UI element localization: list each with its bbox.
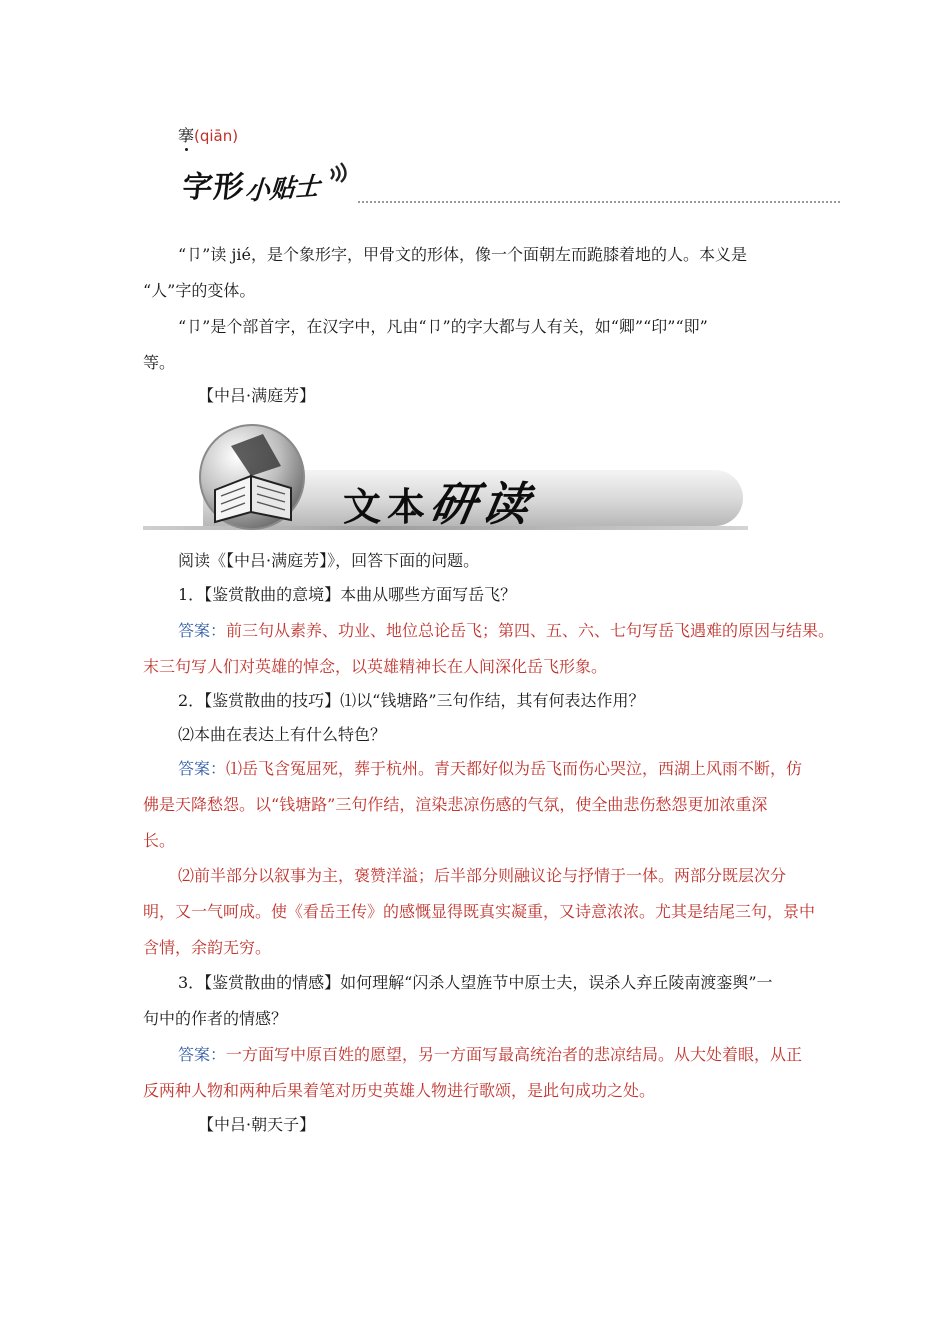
tips-paragraph-2-line-1: “卩”是个部首字，在汉字中，凡由“卩”的字大都与人有关，如“卿”“印”“即” xyxy=(178,317,708,336)
pronunciation-line xyxy=(178,125,238,147)
section-title-zhao-tian-zi: 【中吕·朝天子】 xyxy=(198,1115,316,1134)
question-2-line-1: 2．【鉴赏散曲的技巧】⑴以“钱塘路”三句作结，其有何表达作用？ xyxy=(178,691,645,710)
tips-header-big: 字形 xyxy=(180,170,247,205)
answer-2-line-2: 佛是天降愁怨。以“钱塘路”三句作结，渲染悲凉伤感的气氛，使全曲悲伤愁怨更加浓重深 xyxy=(143,795,768,814)
answer-2b-line-1: ⑵前半部分以叙事为主，褒赞洋溢；后半部分则融议论与抒情于一体。两部分既层次分 xyxy=(178,866,787,885)
answer-2b-line-2: 明，又一气呵成。使《看岳王传》的感慨显得既真实凝重，又诗意浓浓。尤其是结尾三句，景中 xyxy=(143,902,816,921)
sound-waves-icon xyxy=(328,161,350,183)
banner-title-emph: 研读 xyxy=(425,477,540,531)
open-book-icon xyxy=(201,426,303,528)
answer-3-line-2: 反两种人物和两种后果着笔对历史英雄人物进行歌颂，是此句成功之处。 xyxy=(143,1081,656,1100)
section-title-man-ting-fang: 【中吕·满庭芳】 xyxy=(198,386,316,405)
answer-3-line-1 xyxy=(178,1044,802,1066)
banner-title-normal: 文本 xyxy=(343,484,432,529)
question-3-line-1: 3．【鉴赏散曲的情感】如何理解“闪杀人望旌节中原士夫，误杀人弃丘陵南渡銮舆”一 xyxy=(178,973,773,992)
emphasized-char: 搴 xyxy=(178,126,195,145)
tips-paragraph-1-line-1: “卩”读 jié，是个象形字，甲骨文的形体，像一个面朝左而跪膝着地的人。本义是 xyxy=(178,245,747,264)
tips-paragraph-1-line-2: “人”字的变体。 xyxy=(143,281,256,300)
answer-1-text-1: 前三句从素养、功业、地位总论岳飞；第四、五、六、七句写岳飞遇难的原因与结果。 xyxy=(226,621,835,640)
answer-2-line-1 xyxy=(178,758,802,780)
reading-intro: 阅读《【中吕·满庭芳】》，回答下面的问题。 xyxy=(178,551,480,570)
answer-1-label: 答案： xyxy=(178,621,227,640)
answer-2-label: 答案： xyxy=(178,759,227,778)
tips-paragraph-2-line-2: 等。 xyxy=(143,353,176,372)
question-3-line-2: 句中的作者的情感？ xyxy=(143,1009,288,1028)
answer-3-text-1: 一方面写中原百姓的愿望，另一方面写最高统治者的悲凉结局。从大处着眼，从正 xyxy=(226,1045,803,1064)
banner-medallion xyxy=(199,424,305,530)
answer-2b-line-3: 含情，余韵无穷。 xyxy=(143,938,272,957)
answer-1-line-1 xyxy=(178,620,834,642)
tips-header-small: 小贴士 xyxy=(243,171,321,206)
banner-title xyxy=(343,468,540,534)
answer-2-text-1: ⑴岳飞含冤屈死，葬于杭州。青天都好似为岳飞而伤心哭泣，西湖上风雨不断，仿 xyxy=(226,759,803,778)
answer-3-label: 答案： xyxy=(178,1045,227,1064)
answer-2-line-3: 长。 xyxy=(143,831,176,850)
tips-header-divider xyxy=(358,201,840,203)
question-2-line-2: ⑵本曲在表达上有什么特色？ xyxy=(178,725,387,744)
tips-header xyxy=(180,162,348,208)
pinyin-annotation: (qiān) xyxy=(194,127,239,145)
question-1: 1．【鉴赏散曲的意境】本曲从哪些方面写岳飞？ xyxy=(178,585,517,604)
text-study-banner xyxy=(143,418,748,540)
answer-1-line-2: 末三句写人们对英雄的悼念，以英雄精神长在人间深化岳飞形象。 xyxy=(143,657,608,676)
